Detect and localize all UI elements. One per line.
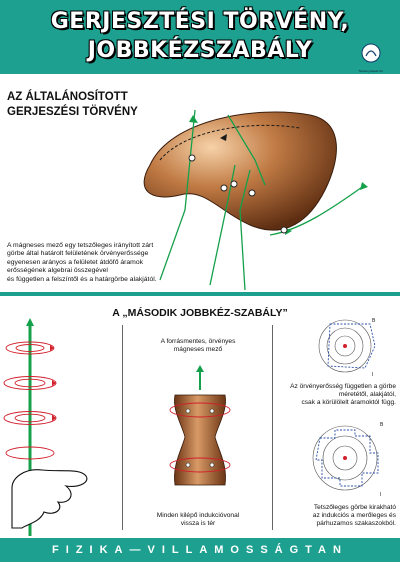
- column-divider-2: [272, 325, 273, 530]
- section1-heading-line2: GERJESZÉSI TÖRVÉNY: [7, 106, 138, 118]
- description-line: A mágneses mező egy tetszőleges irányított zárt: [7, 242, 154, 249]
- loop-independence-illustration: [300, 316, 400, 376]
- bottom-caption: [128, 512, 268, 528]
- caption-line: Az örvényerősség független a görbe: [290, 383, 396, 390]
- description-line: egyenesen arányos a felületet átdöfő áramok: [7, 258, 144, 266]
- description-line: és független a felszíntől és a határgörbe alakjától.: [7, 275, 157, 283]
- caption-line: az indukciós a merőleges és: [312, 512, 396, 520]
- section1-heading-line1: AZ ÁLTALÁNOSÍTOTT: [7, 91, 128, 103]
- caption-line: vissza is tér: [180, 520, 216, 528]
- publisher-logo: [356, 42, 386, 73]
- right-hand-rule-illustration: [0, 318, 120, 538]
- right-top-caption: [278, 383, 396, 408]
- title-line-2: JOBBKÉZSZABÁLY: [87, 38, 313, 63]
- footer-banner: FIZIKA—VILLAMOSSÁGTAN: [0, 538, 400, 562]
- caption-line: csak a körülölelt áramoktól függ.: [301, 399, 396, 407]
- top-caption: [128, 338, 268, 354]
- caption-line: A forrásmentes, örvényes: [160, 338, 236, 345]
- right-bottom-caption: [278, 504, 396, 529]
- section1-description: [7, 242, 157, 284]
- publisher-logo-icon: [356, 42, 386, 64]
- section2-heading: A „MÁSODIK JOBBKÉZ-SZABÁLY”: [112, 307, 288, 319]
- caption-line: párhuzamos szakaszokból.: [316, 520, 396, 528]
- caption-line: méretétől, alakjától,: [338, 391, 396, 399]
- field-around-body-illustration: [130, 365, 270, 505]
- hand-icon: [12, 470, 87, 528]
- section-divider: [0, 292, 400, 296]
- description-line: erősségének algebrai összegével: [7, 267, 108, 275]
- label-bt: B: [380, 422, 384, 428]
- label-i: I: [372, 372, 374, 378]
- column-divider-1: [122, 325, 123, 530]
- label-ib: I: [380, 492, 382, 498]
- title-line-1: GERJESZTÉSI TÖRVÉNY,: [50, 9, 350, 34]
- stepped-curve-illustration: [300, 418, 400, 498]
- caption-line: mágneses mező: [173, 346, 223, 354]
- caption-line: Tetszőleges görbe kirakható: [313, 504, 396, 511]
- logo-caption: Tankönyvkiadó Kft.: [358, 69, 384, 73]
- hourglass-body: [174, 395, 225, 485]
- description-line: görbe által határolt felületének örvényerőssége: [7, 250, 149, 258]
- caption-line: Minden kilépő indukcióvonal: [156, 512, 240, 519]
- label-b: B: [372, 318, 376, 324]
